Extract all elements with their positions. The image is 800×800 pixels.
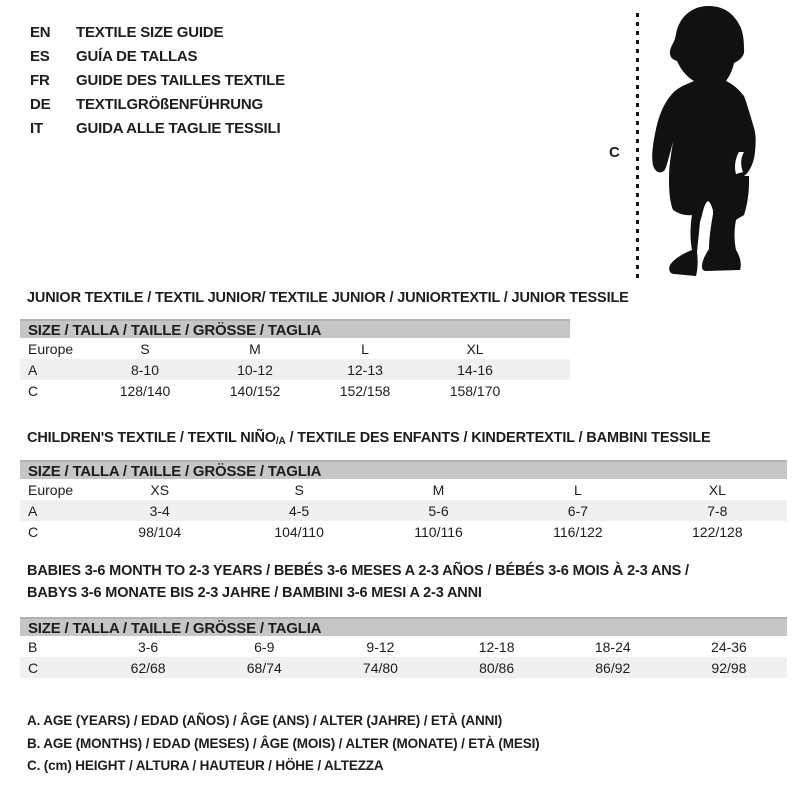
row-label: B	[28, 638, 38, 655]
height-value: 68/74	[246, 659, 282, 676]
size-value: M	[432, 481, 445, 498]
language-row-de	[30, 92, 285, 116]
size-header-bar: SIZE / TALLA / TAILLE / GRÖSSE / TAGLIA	[20, 319, 570, 338]
language-row-es	[30, 44, 285, 68]
age-value: 3-4	[149, 502, 170, 519]
age-value: 18-24	[594, 638, 631, 655]
size-value: XL	[466, 340, 484, 357]
language-label: GUIDE DES TAILLES TEXTILE	[76, 71, 285, 89]
table-row-europe	[20, 338, 570, 359]
size-value: L	[361, 340, 369, 357]
heading-subscript: /A	[275, 436, 286, 447]
language-code: DE	[30, 95, 51, 113]
height-value: 158/170	[449, 382, 501, 399]
row-label: C	[28, 523, 39, 540]
table-row-height	[20, 521, 787, 542]
section-heading-babies	[27, 560, 689, 604]
footnote-b: B. AGE (MONTHS) / EDAD (MESES) / ÂGE (MOIS) / ALTER (MONATE) / ETÀ (MESI)	[27, 735, 540, 751]
section-heading-junior: JUNIOR TEXTILE / TEXTIL JUNIOR/ TEXTILE JUNIOR / JUNIORTEXTIL / JUNIOR TESSILE	[27, 290, 629, 306]
table-row-age	[20, 359, 570, 380]
language-row-it	[30, 116, 285, 140]
age-value: 24-36	[711, 638, 747, 655]
size-value: M	[249, 340, 261, 357]
size-value: S	[140, 340, 150, 357]
language-code: EN	[30, 23, 51, 41]
language-row-en	[30, 20, 285, 44]
age-value: 10-12	[237, 361, 273, 378]
footnotes	[27, 710, 540, 778]
age-value: 4-5	[288, 502, 310, 519]
junior-size-table	[20, 319, 570, 401]
height-value: 86/92	[595, 659, 631, 676]
age-value: 5-6	[428, 502, 449, 519]
babies-size-table	[20, 617, 787, 678]
age-value: 8-10	[130, 361, 160, 378]
language-code: ES	[30, 47, 50, 65]
table-row-age	[20, 500, 787, 521]
age-value: 14-16	[457, 361, 493, 378]
size-value: XS	[150, 481, 170, 498]
heading-line-2: BABYS 3-6 MONATE BIS 2-3 JAHRE / BAMBINI 3-6 MESI A 2-3 ANNI	[27, 585, 482, 601]
language-row-fr	[30, 68, 285, 92]
size-value: L	[574, 481, 582, 498]
children-size-table	[20, 460, 787, 542]
age-value: 6-9	[254, 638, 275, 655]
row-label: C	[28, 382, 39, 399]
height-value: 140/152	[229, 382, 281, 399]
height-value: 62/68	[130, 659, 166, 676]
size-value: S	[294, 481, 304, 498]
row-label: A	[28, 361, 38, 378]
height-value: 152/158	[339, 382, 391, 399]
heading-text: / TEXTILE DES ENFANTS / KINDERTEXTIL / BAMBINI TESSILE	[285, 430, 711, 446]
row-label: Europe	[28, 340, 74, 357]
language-label: TEXTILGRÖßENFÜHRUNG	[76, 95, 264, 113]
language-code: FR	[30, 71, 50, 89]
table-row-europe	[20, 479, 787, 500]
age-value: 12-13	[347, 361, 383, 378]
row-label: Europe	[28, 481, 74, 498]
language-code: IT	[30, 119, 43, 137]
height-value: 80/86	[479, 659, 515, 676]
heading-text: CHILDREN'S TEXTILE / TEXTIL NIÑO	[27, 430, 276, 446]
heading-line-1: BABIES 3-6 MONTH TO 2-3 YEARS / BEBÉS 3-6 MESES A 2-3 AÑOS / BÉBÉS 3-6 MOIS À 2-3 ANS /	[27, 563, 689, 579]
footnote-a: A. AGE (YEARS) / EDAD (AÑOS) / ÂGE (ANS) / ALTER (JAHRE) / ETÀ (ANNI)	[27, 713, 503, 728]
row-label: A	[28, 502, 38, 519]
language-list	[30, 20, 285, 140]
table-row-age-months	[20, 636, 787, 657]
table-row-height	[20, 657, 787, 678]
age-value: 9-12	[366, 638, 395, 655]
size-header-bar: SIZE / TALLA / TAILLE / GRÖSSE / TAGLIA	[20, 617, 787, 636]
height-value: 122/128	[692, 523, 743, 540]
row-label: C	[28, 659, 39, 676]
height-value: 74/80	[362, 659, 398, 676]
age-value: 12-18	[478, 638, 515, 655]
footnote-c: C. (cm) HEIGHT / ALTURA / HAUTEUR / HÖHE / ALTEZZA	[27, 758, 384, 773]
height-value: 104/110	[274, 523, 324, 540]
language-label: GUIDA ALLE TAGLIE TESSILI	[76, 119, 281, 137]
age-value: 3-6	[137, 638, 159, 655]
height-measure-label: C	[609, 144, 620, 161]
language-label: GUÍA DE TALLAS	[76, 47, 198, 65]
height-value: 116/122	[553, 523, 603, 540]
age-value: 7-8	[707, 502, 728, 519]
size-value: XL	[708, 481, 726, 498]
height-value: 92/98	[711, 659, 747, 676]
height-value: 110/116	[414, 523, 463, 540]
size-header-bar: SIZE / TALLA / TAILLE / GRÖSSE / TAGLIA	[20, 460, 787, 479]
table-row-height	[20, 380, 570, 401]
age-value: 6-7	[567, 502, 589, 519]
toddler-silhouette-icon	[644, 2, 768, 282]
language-label: TEXTILE SIZE GUIDE	[76, 23, 224, 41]
height-value: 128/140	[119, 382, 171, 399]
section-heading-children	[27, 427, 711, 453]
height-dashed-line	[636, 13, 639, 278]
height-value: 98/104	[138, 523, 182, 540]
